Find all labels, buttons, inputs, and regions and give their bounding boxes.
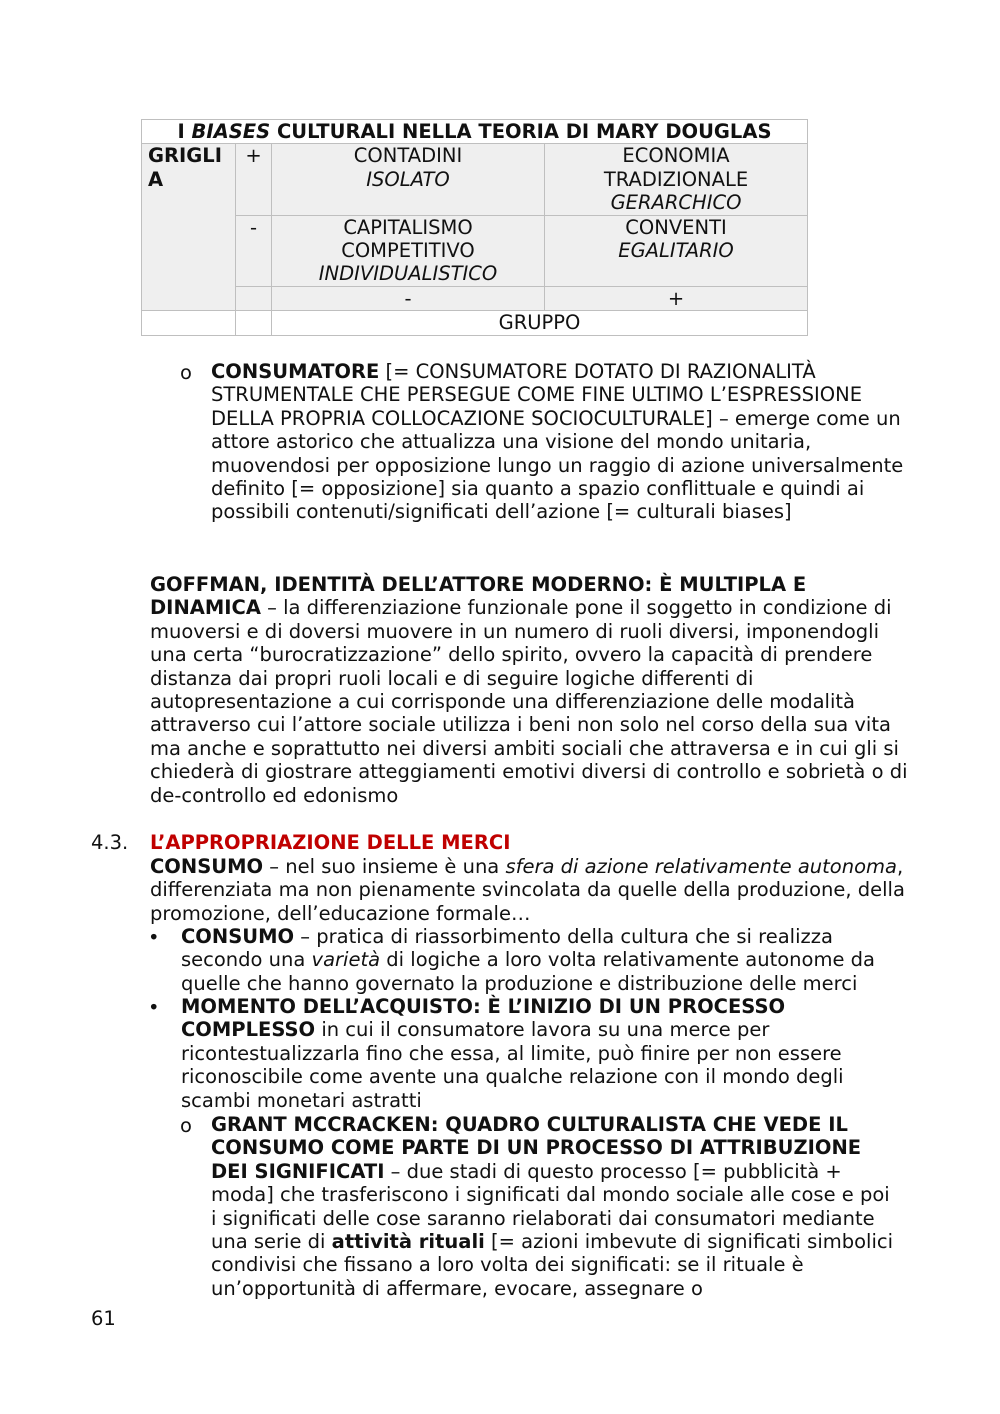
table-cell: [236, 311, 272, 335]
consumo-intro-paragraph: CONSUMO – nel suo insieme è una sfera di azione relativamente autonoma, differenziata ma non pienamente svincolata da quelle della produzione, della promozione, dell’educazione formale…: [150, 855, 905, 925]
table-cell: [236, 286, 272, 310]
col-axis-label: GRUPPO: [272, 311, 808, 335]
table-cell: CONTADINI ISOLATO: [272, 144, 545, 215]
table-row: [142, 215, 808, 286]
bullet-marker: •: [148, 926, 160, 949]
table-title-row: [142, 120, 808, 144]
douglas-table: [141, 119, 808, 336]
page-number: 61: [91, 1307, 116, 1330]
section-number: 4.3.: [91, 831, 129, 854]
row-minus: -: [236, 215, 272, 286]
bullet-marker: •: [148, 996, 160, 1019]
goffman-paragraph: GOFFMAN, IDENTITÀ DELL’ATTORE MODERNO: È MULTIPLA E DINAMICA – la differenziazione funzionale pone il soggetto in condizione di muoversi e di doversi muovere in un numero di ruoli diversi, imponendogli una certa “burocratizzazione” dello spirito, ovvero la capacità di prendere distanza dai propri ruoli locali e di seguire logiche differenti di autopresentazione a cui corrisponde una differenziazione delle modalità attraverso cui l’attore sociale utilizza i beni non solo nel corso della sua vita ma anche e soprattutto nei diversi ambiti sociali che attraversa e in cui gli si chiederà di giostrare atteggiamenti emotivi diversi di controllo e sobrietà o di de-controllo ed edonismo: [150, 573, 908, 807]
row-axis-label: GRIGLIA: [142, 144, 236, 311]
bullet-o-marker: o: [180, 361, 192, 384]
table-cell: CAPITALISMO COMPETITIVO INDIVIDUALISTICO: [272, 215, 545, 286]
table-row: [142, 144, 808, 215]
col-minus: -: [272, 286, 545, 310]
table-cell: CONVENTI EGALITARIO: [545, 215, 808, 286]
table-cell: ECONOMIA TRADIZIONALE GERARCHICO: [545, 144, 808, 215]
list-item: CONSUMO – pratica di riassorbimento della cultura che si realizza secondo una varietà di logiche a loro volta relativamente autonome da quelle che hanno governato la produzione e distribuzione delle merci: [181, 925, 875, 995]
table-row: [142, 286, 808, 310]
table-title: I BIASES CULTURALI NELLA TEORIA DI MARY DOUGLAS: [142, 120, 808, 144]
section-heading: L’APPROPRIAZIONE DELLE MERCI: [150, 831, 511, 854]
consumatore-paragraph: CONSUMATORE [= CONSUMATORE DOTATO DI RAZIONALITÀ STRUMENTALE CHE PERSEGUE COME FINE ULTIMO L’ESPRESSIONE DELLA PROPRIA COLLOCAZIONE SOCIOCULTURALE] – emerge come un attore astorico che attualizza una visione del mondo unitaria, muovendosi per opposizione lungo un raggio di azione universalmente definito [= opposizione] sia quanto a spazio conflittuale e quindi ai possibili contenuti/significati dell’azione [= culturali biases]: [211, 360, 904, 524]
col-plus: +: [545, 286, 808, 310]
bullet-o-marker: o: [180, 1114, 192, 1137]
row-plus: +: [236, 144, 272, 215]
table-cell: [142, 311, 236, 335]
mccracken-paragraph: GRANT MCCRACKEN: QUADRO CULTURALISTA CHE VEDE IL CONSUMO COME PARTE DI UN PROCESSO DI ATTRIBUZIONE DEI SIGNIFICATI – due stadi di questo processo [= pubblicità + moda] che trasferiscono i significati dal mondo sociale alle cose e poi i significati delle cose saranno rielaborati dai consumatori mediante una serie di attività rituali [= azioni imbevute di significati simbolici condivisi che fissano a loro volta dei significati: se il rituale è un’opportunità di affermare, evocare, assegnare o: [211, 1113, 894, 1300]
table-row: [142, 311, 808, 335]
list-item: MOMENTO DELL’ACQUISTO: È L’INIZIO DI UN PROCESSO COMPLESSO in cui il consumatore lavora su una merce per ricontestualizzarla fino che essa, al limite, può finire per non essere riconoscibile come avente una qualche relazione con il mondo degli scambi monetari astratti: [181, 995, 844, 1112]
